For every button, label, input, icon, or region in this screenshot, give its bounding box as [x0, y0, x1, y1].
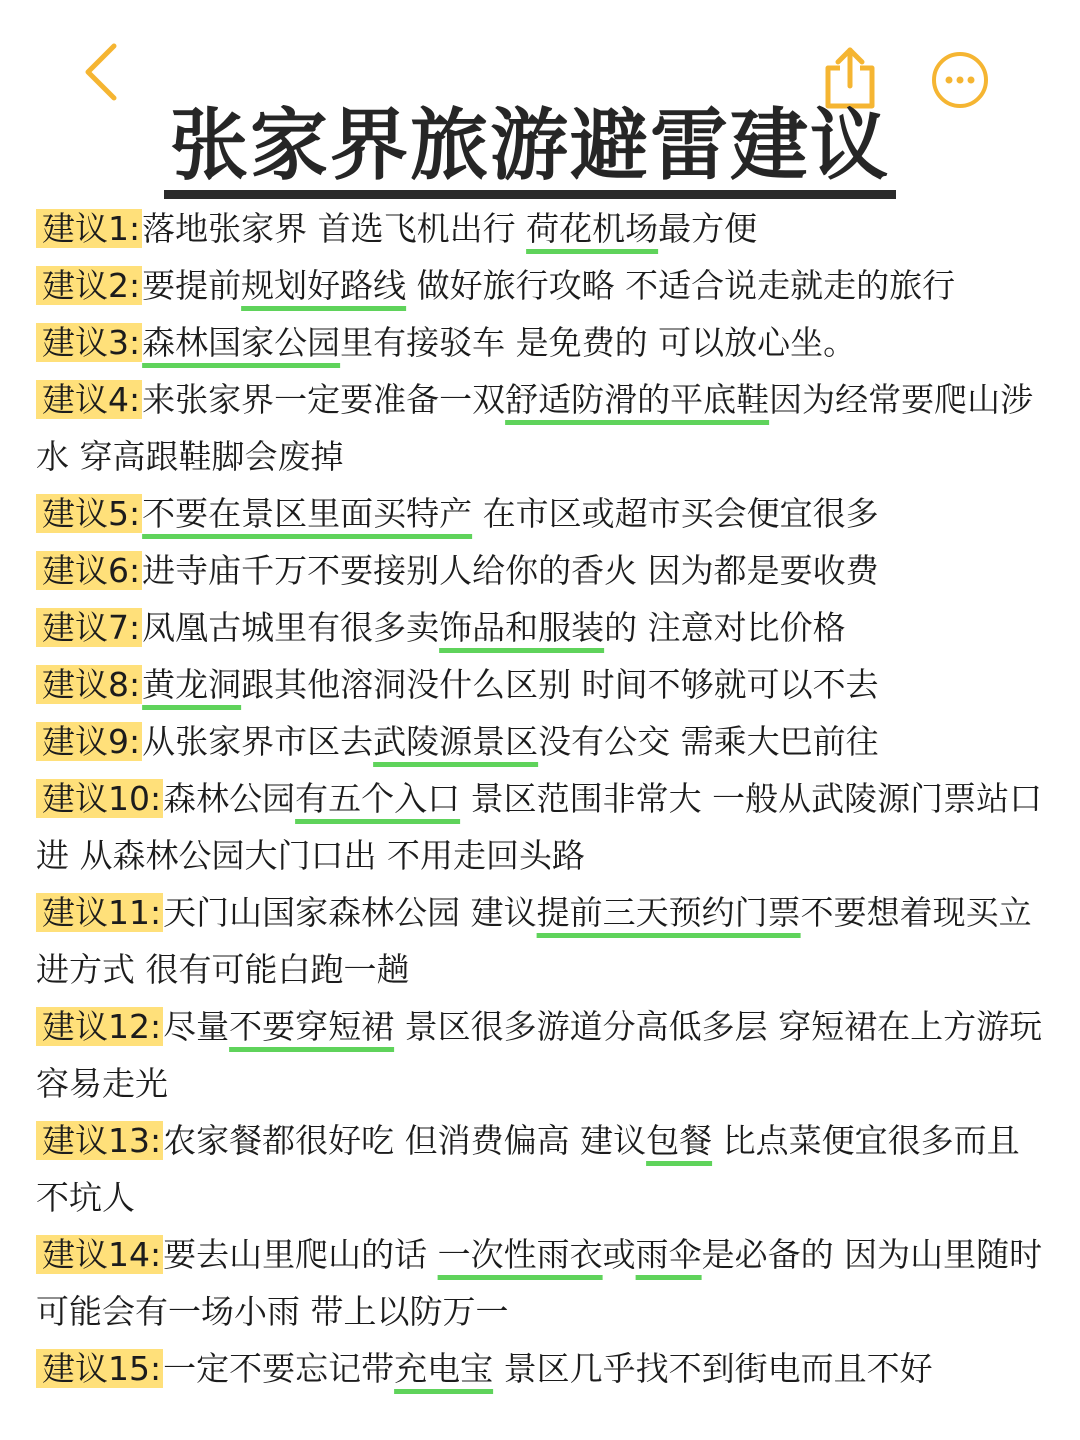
- tip-text: 落地张家界 首选飞机出行: [142, 209, 527, 248]
- tip-highlight-text: 包餐: [646, 1121, 713, 1160]
- tip-highlight-text: 提前三天预约门票: [536, 893, 801, 932]
- tip-label: 建议6:: [36, 551, 142, 590]
- tip-text: 要提前: [142, 266, 242, 305]
- tip-text: 里有接驳车 是免费的 可以放心坐。: [340, 323, 857, 362]
- tip-text: 凤凰古城里有很多卖: [142, 608, 440, 647]
- page-title: [0, 96, 1080, 199]
- tip-text: 景区几乎找不到街电而且不好: [493, 1349, 933, 1388]
- tip-text: 进寺庙千万不要接别人给你的香火 因为都是要收费: [142, 551, 879, 590]
- tip-highlight-text: 不要穿短裙: [229, 1007, 395, 1046]
- tip-label: 建议4:: [36, 380, 142, 419]
- tip-text: 最方便: [658, 209, 758, 248]
- tip-label: 建议8:: [36, 665, 142, 704]
- tip-label: 建议12:: [36, 1007, 163, 1046]
- tip-highlight-text: 一次性雨衣: [437, 1235, 603, 1274]
- tip-item: [36, 1112, 1046, 1226]
- tip-highlight-text: 有五个入口: [295, 779, 461, 818]
- tip-highlight-text: 森林国家公园: [142, 323, 341, 362]
- tip-text: 是必备的 因为山里随时可能会有一场小雨 带上以防万一: [36, 1235, 1043, 1331]
- tip-highlight-text: 规划好路线: [241, 266, 407, 305]
- tip-item: [36, 200, 1046, 257]
- tip-item: [36, 257, 1046, 314]
- tips-list: [36, 200, 1046, 1397]
- tip-item: [36, 542, 1046, 599]
- tip-text: 或: [602, 1235, 636, 1274]
- tip-highlight-text: 饰品和服装: [439, 608, 605, 647]
- tip-text: 不要想着现买立进方式 很有可能白跑一趟: [36, 893, 1032, 989]
- tip-text: 的 注意对比价格: [604, 608, 846, 647]
- tip-label: 建议9:: [36, 722, 142, 761]
- tip-text: 要去山里爬山的话: [163, 1235, 438, 1274]
- tip-text: 景区很多游道分高低多层 穿短裙在上方游玩 容易走光: [36, 1007, 1043, 1103]
- tip-item: [36, 656, 1046, 713]
- tip-text: 森林公园: [163, 779, 296, 818]
- tip-text: 跟其他溶洞没什么区别 时间不够就可以不去: [241, 665, 879, 704]
- tip-item: [36, 884, 1046, 998]
- tip-highlight-text: 不要在景区里面买特产: [142, 494, 473, 533]
- tip-label: 建议1:: [36, 209, 142, 248]
- tip-item: [36, 599, 1046, 656]
- tip-text: 没有公交 需乘大巴前往: [538, 722, 879, 761]
- tip-item: [36, 485, 1046, 542]
- tip-label: 建议5:: [36, 494, 142, 533]
- tip-highlight-text: 充电宝: [394, 1349, 494, 1388]
- tip-text: 一定不要忘记带: [163, 1349, 395, 1388]
- tip-label: 建议2:: [36, 266, 142, 305]
- tip-item: [36, 1340, 1046, 1397]
- tip-item: [36, 371, 1046, 485]
- tip-item: [36, 314, 1046, 371]
- tip-label: 建议13:: [36, 1121, 163, 1160]
- tip-item: [36, 998, 1046, 1112]
- chevron-left-icon[interactable]: [78, 40, 128, 104]
- tip-text: 农家餐都很好吃 但消费偏高 建议: [163, 1121, 647, 1160]
- tip-item: [36, 1226, 1046, 1340]
- tip-text: 尽量: [163, 1007, 230, 1046]
- tip-highlight-text: 荷花机场: [526, 209, 659, 248]
- tip-label: 建议14:: [36, 1235, 163, 1274]
- tip-label: 建议15:: [36, 1349, 163, 1388]
- tip-highlight-text: 黄龙洞: [142, 665, 242, 704]
- tip-label: 建议3:: [36, 323, 142, 362]
- tip-label: 建议10:: [36, 779, 163, 818]
- tip-text: 因为经常要爬山涉水 穿高跟鞋脚会废掉: [36, 380, 1034, 476]
- tip-label: 建议7:: [36, 608, 142, 647]
- tip-item: [36, 713, 1046, 770]
- page-title-text: 张家界旅游避雷建议: [164, 102, 896, 199]
- tip-highlight-text: 武陵源景区: [373, 722, 539, 761]
- tip-label: 建议11:: [36, 893, 163, 932]
- tip-text: 在市区或超市买会便宜很多: [472, 494, 879, 533]
- tip-highlight-text: 舒适防滑的平底鞋: [505, 380, 770, 419]
- tip-text: 来张家界一定要准备一双: [142, 380, 506, 419]
- tip-item: [36, 770, 1046, 884]
- tip-text: 做好旅行攻略 不适合说走就走的旅行: [406, 266, 956, 305]
- tip-text: 比点菜便宜很多而且不坑人: [36, 1121, 1020, 1217]
- tip-text: 从张家界市区去: [142, 722, 374, 761]
- tip-text: 景区范围非常大 一般从武陵源门票站口进 从森林公园大门口出 不用走回头路: [36, 779, 1043, 875]
- tip-highlight-text: 雨伞: [635, 1235, 702, 1274]
- tip-text: 天门山国家森林公园 建议: [163, 893, 537, 932]
